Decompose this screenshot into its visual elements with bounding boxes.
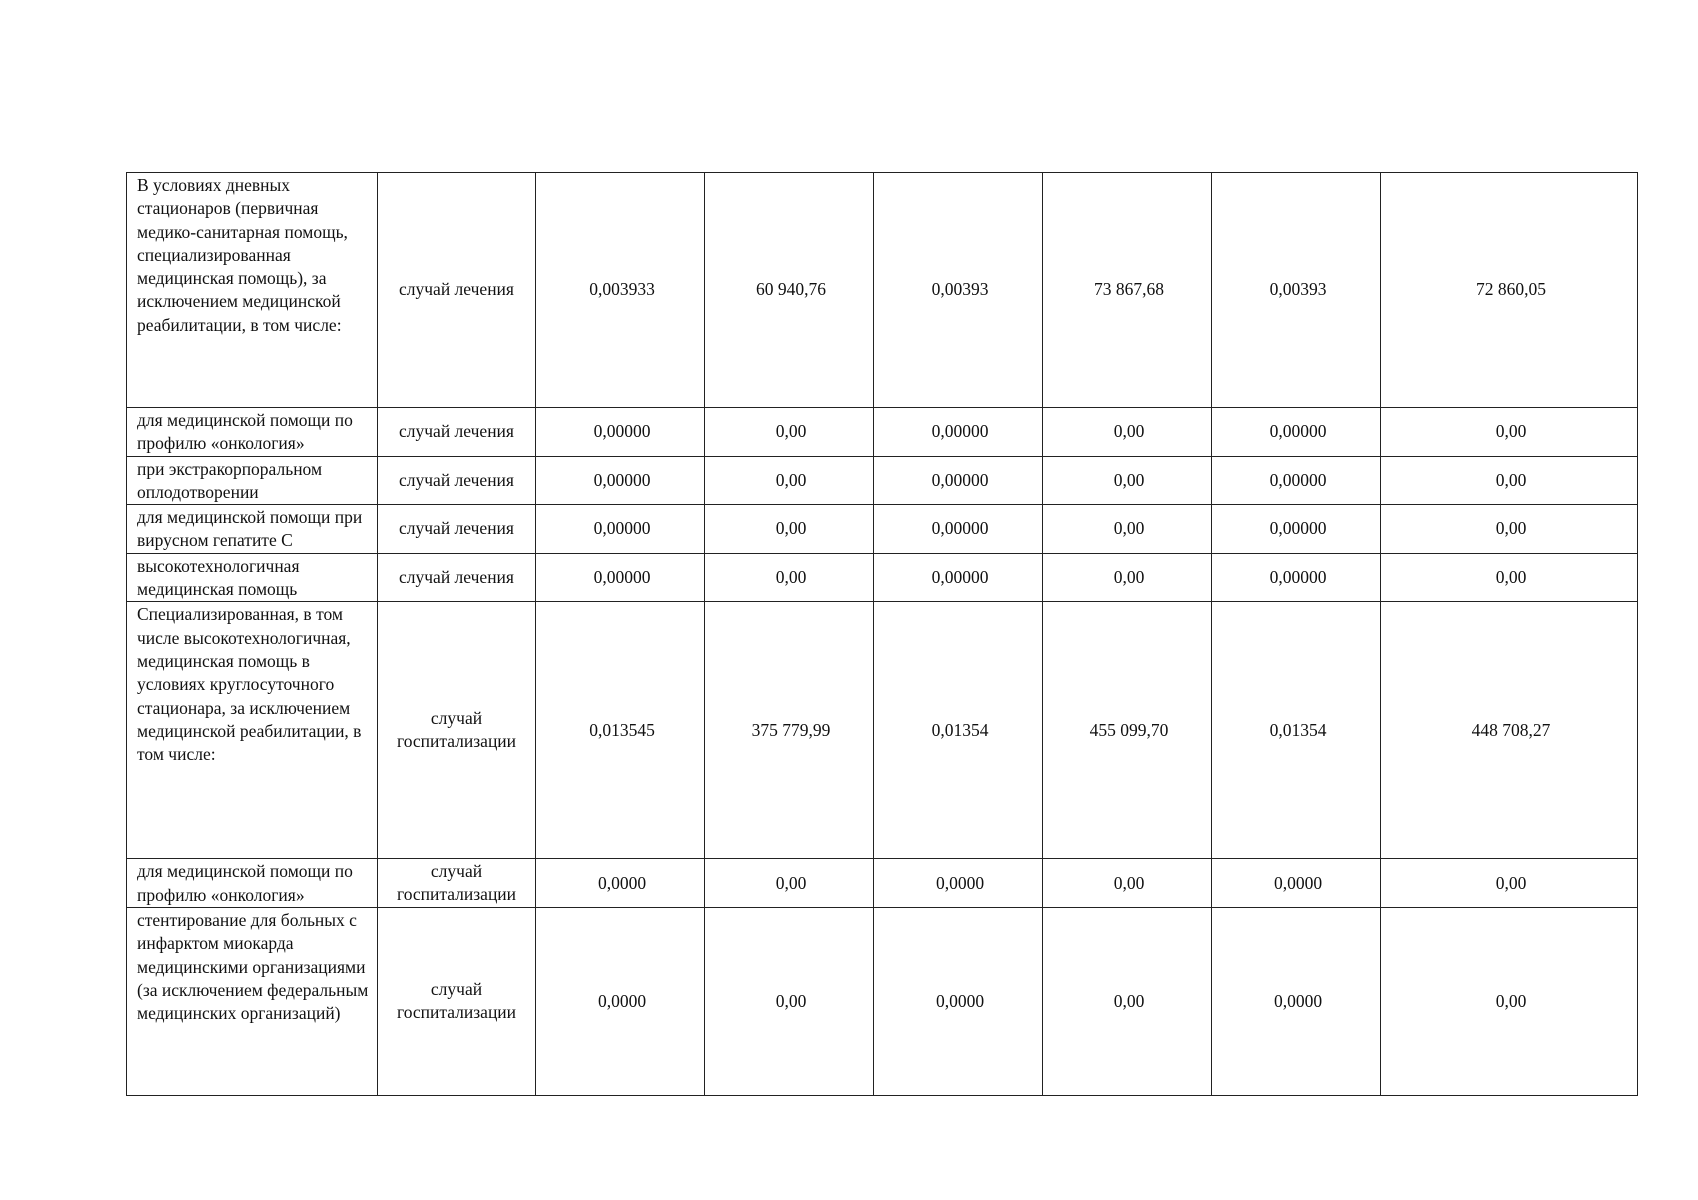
row-value: 0,0000 — [536, 907, 705, 1095]
row-value: 0,00000 — [536, 456, 705, 505]
row-value: 0,00 — [1381, 408, 1638, 457]
row-value: 0,00000 — [1212, 408, 1381, 457]
row-value: 0,013545 — [536, 602, 705, 859]
row-value: 0,00 — [705, 505, 874, 554]
row-value: 0,00393 — [1212, 173, 1381, 408]
row-value: 0,00 — [1043, 907, 1212, 1095]
row-value: 0,01354 — [874, 602, 1043, 859]
row-value: 0,00 — [705, 907, 874, 1095]
table-row — [127, 553, 1638, 602]
row-value: 0,00000 — [536, 553, 705, 602]
row-description: высокотехнологичная медицинская помощь — [127, 553, 378, 602]
row-value: 72 860,05 — [1381, 173, 1638, 408]
row-value: 0,0000 — [1212, 907, 1381, 1095]
row-value: 60 940,76 — [705, 173, 874, 408]
table-row — [127, 907, 1638, 1095]
row-value: 448 708,27 — [1381, 602, 1638, 859]
row-value: 375 779,99 — [705, 602, 874, 859]
row-value: 0,00 — [1043, 456, 1212, 505]
row-value: 455 099,70 — [1043, 602, 1212, 859]
table-row — [127, 173, 1638, 408]
row-value: 0,00 — [705, 859, 874, 908]
row-description: В условиях дневных стационаров (первичная медико-санитарная помощь, специализированная медицинская помощь), за исключением медицинской реабилитации, в том числе: — [127, 173, 378, 408]
row-unit: случай госпитализации — [378, 859, 536, 908]
row-value: 0,00 — [1381, 505, 1638, 554]
row-value: 0,00 — [1043, 859, 1212, 908]
row-value: 0,00000 — [1212, 456, 1381, 505]
row-unit: случай лечения — [378, 456, 536, 505]
row-description: Специализированная, в том числе высокотехнологичная, медицинская помощь в условиях круглосуточного стационара, за исключением медицинской реабилитации, в том числе: — [127, 602, 378, 859]
row-unit: случай лечения — [378, 553, 536, 602]
row-value: 0,00 — [1043, 553, 1212, 602]
row-value: 0,0000 — [536, 859, 705, 908]
row-description: для медицинской помощи при вирусном гепатите С — [127, 505, 378, 554]
row-value: 0,00000 — [874, 456, 1043, 505]
table-row — [127, 408, 1638, 457]
row-value: 0,0000 — [1212, 859, 1381, 908]
row-value: 0,00 — [1381, 456, 1638, 505]
row-value: 0,00000 — [536, 408, 705, 457]
row-value: 0,00000 — [536, 505, 705, 554]
row-value: 0,00000 — [874, 408, 1043, 457]
row-unit: случай лечения — [378, 173, 536, 408]
row-description: для медицинской помощи по профилю «онкология» — [127, 859, 378, 908]
row-value: 0,00000 — [1212, 505, 1381, 554]
row-value: 0,00 — [705, 456, 874, 505]
row-value: 0,00393 — [874, 173, 1043, 408]
row-value: 0,01354 — [1212, 602, 1381, 859]
row-value: 0,00000 — [874, 553, 1043, 602]
row-value: 0,0000 — [874, 859, 1043, 908]
table-row — [127, 505, 1638, 554]
row-value: 0,00 — [1043, 505, 1212, 554]
row-value: 0,00 — [1381, 907, 1638, 1095]
row-unit: случай лечения — [378, 505, 536, 554]
table-row — [127, 456, 1638, 505]
row-value: 0,00 — [1043, 408, 1212, 457]
row-value: 0,00 — [1381, 859, 1638, 908]
row-unit: случай лечения — [378, 408, 536, 457]
row-description: для медицинской помощи по профилю «онкология» — [127, 408, 378, 457]
table-row — [127, 602, 1638, 859]
tariff-table — [126, 172, 1638, 1096]
row-value: 0,00000 — [1212, 553, 1381, 602]
row-description: стентирование для больных с инфарктом миокарда медицинскими организациями (за исключением федеральным медицинских организаций) — [127, 907, 378, 1095]
table-row — [127, 859, 1638, 908]
row-value: 0,00000 — [874, 505, 1043, 554]
row-value: 73 867,68 — [1043, 173, 1212, 408]
row-value: 0,003933 — [536, 173, 705, 408]
row-value: 0,0000 — [874, 907, 1043, 1095]
row-unit: случай госпитализации — [378, 907, 536, 1095]
row-unit: случай госпитализации — [378, 602, 536, 859]
row-value: 0,00 — [705, 408, 874, 457]
row-value: 0,00 — [705, 553, 874, 602]
row-value: 0,00 — [1381, 553, 1638, 602]
row-description: при экстракорпоральном оплодотворении — [127, 456, 378, 505]
